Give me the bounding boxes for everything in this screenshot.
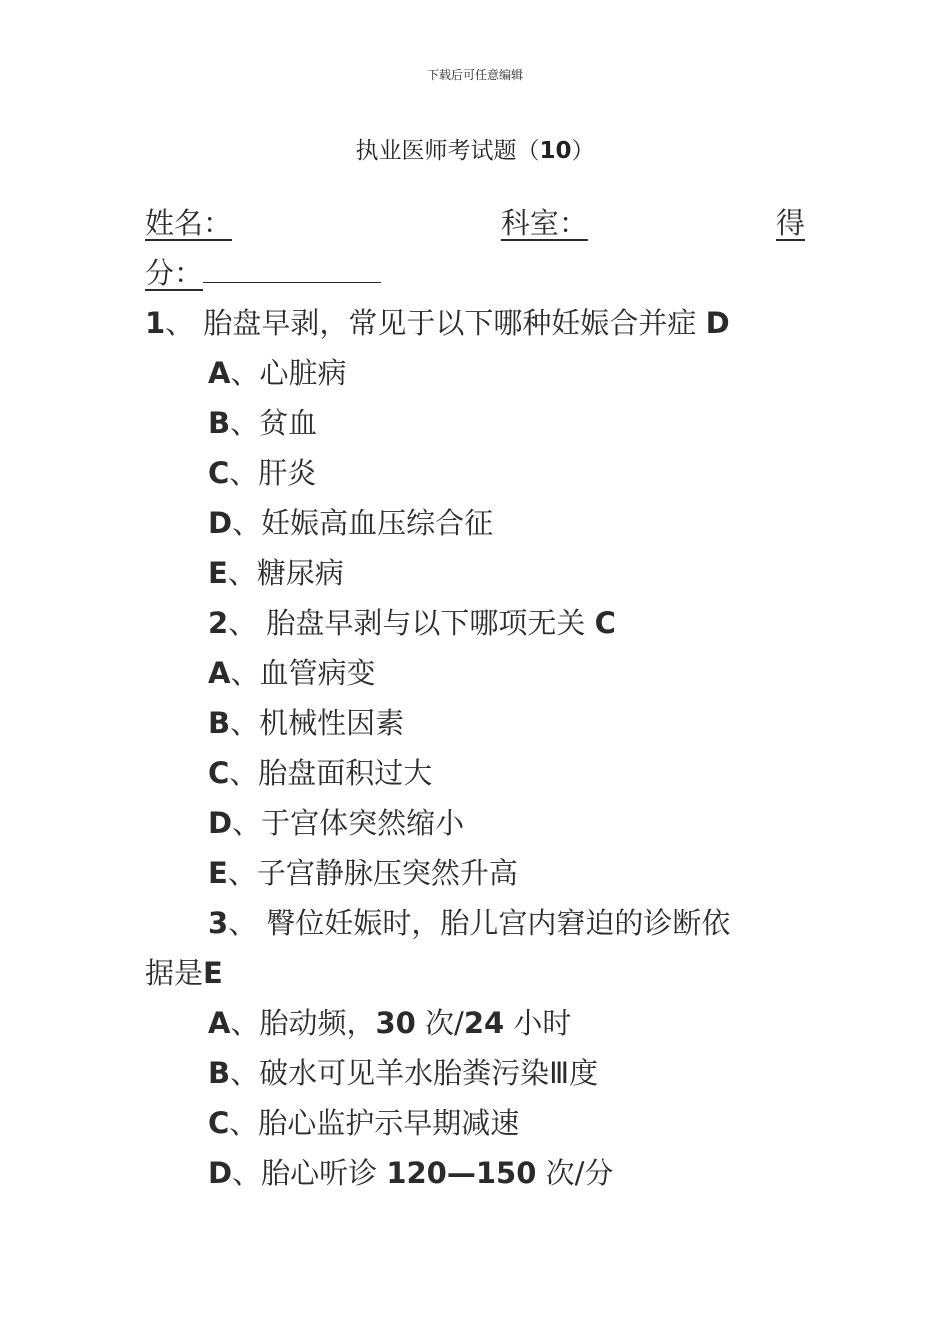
option-b: B、破水可见羊水胎粪污染Ⅲ度 <box>208 1056 599 1090</box>
question-1: 1、 胎盘早剥，常见于以下哪种妊娠合并症 D <box>145 306 730 340</box>
option-d: D、妊娠高血压综合征 <box>208 506 494 540</box>
option-a: A、心脏病 <box>208 356 347 390</box>
answer: C <box>594 606 616 640</box>
score-label: 得 <box>775 206 805 240</box>
option-e: E、子宫静脉压突然升高 <box>208 856 518 890</box>
header-note: 下载后可任意编辑 <box>426 68 523 82</box>
option-e: E、糖尿病 <box>208 556 344 590</box>
option-a: A、胎动频，30 次/24 小时 <box>208 1006 572 1040</box>
answer: D <box>705 306 730 340</box>
score-blank <box>203 248 381 283</box>
option-b: B、贫血 <box>208 406 318 440</box>
name-dept-row <box>145 198 805 248</box>
option-b: B、机械性因素 <box>208 706 405 740</box>
question-3: 3、 臀位妊娠时，胎儿宫内窘迫的诊断依 <box>208 906 731 940</box>
score-label-cont: 分： <box>145 256 204 290</box>
option-c: C、肝炎 <box>208 456 317 490</box>
option-c: C、胎心监护示早期减速 <box>208 1106 520 1140</box>
option-a: A、血管病变 <box>208 656 376 690</box>
dept-label: 科室： <box>500 206 588 240</box>
question-3-cont: 据是E <box>145 956 223 990</box>
option-d: D、胎心听诊 120—150 次/分 <box>208 1156 614 1190</box>
exam-body <box>145 198 805 1198</box>
score-row <box>145 248 805 298</box>
option-c: C、胎盘面积过大 <box>208 756 433 790</box>
answer: E <box>203 956 223 990</box>
name-label: 姓名： <box>145 206 233 240</box>
question-2: 2、 胎盘早剥与以下哪项无关 C <box>208 606 616 640</box>
option-d: D、于宫体突然缩小 <box>208 806 465 840</box>
page-title: 执业医师考试题（10） <box>355 138 595 164</box>
